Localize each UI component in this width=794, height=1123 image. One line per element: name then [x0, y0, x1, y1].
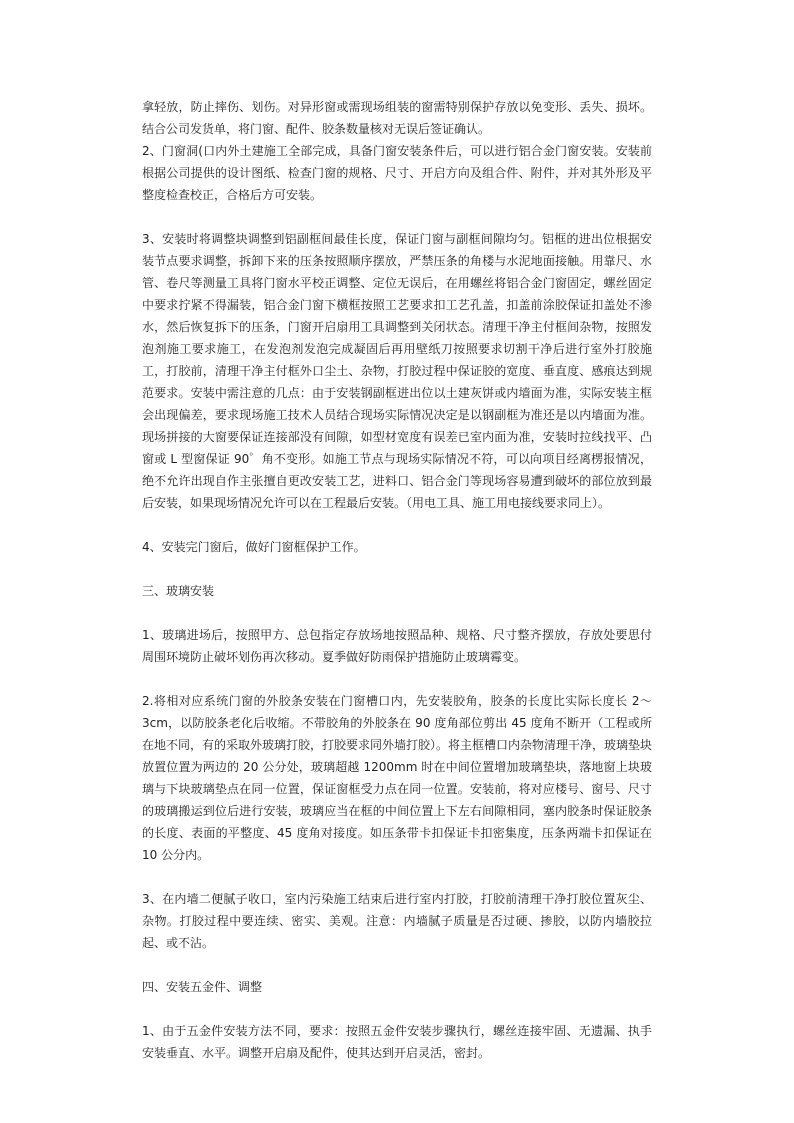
- paragraph-glass-storage: 1、玻璃进场后，按照甲方、总包指定存放场地按照品种、规格、尺寸整齐摆放，存放处要思付周围环境防止破坏划伤再次移动。夏季做好防雨保护措施防止玻璃霉变。: [142, 628, 652, 664]
- paragraph-handling: 拿轻放，防止摔伤、划伤。对异形窗或需现场组装的窗需特别保护存放以免变形、丢失、损坏。结合公司发货单，将门窗、配件、胶条数量核对无误后签证确认。: [142, 100, 652, 136]
- paragraph-opening-check: 2、门窗洞(口内外土建施工全部完成，具备门窗安装条件后，可以进行铝合金门窗安装。安装前根据公司提供的设计图纸、检查门窗的规格、尺寸、开启方向及组合件、附件，并对其外形及平整度检查校正，合格后方可安装。: [142, 144, 652, 202]
- section-heading-glass: 三、玻璃安装: [142, 584, 215, 598]
- paragraph-interior-sealing: 3、在内墙二便腻子收口，室内污染施工结束后进行室内打胶，打胶前清理干净打胶位置灰尘、杂物。打胶过程中要连续、密实、美观。注意：内墙腻子质量是否过硬、掺胶，以防内墙胶拉起、或不沾。: [142, 892, 652, 950]
- paragraph-frame-installation: 3、安装时将调整块调整到铝副框间最佳长度，保证门窗与副框间隙均匀。铝框的进出位根据安装节点要求调整，拆卸下来的压条按照顺序摆放，严禁压条的角楼与水泥地面接触。用靠尺、水管、卷尺等测量工具将门窗水平校正调整、定位无误后，在用螺丝将铝合金门窗固定，螺丝固定中要求拧紧不得漏装，铝合金门窗下横框按照工艺要求扣工艺孔盖，扣盖前涂胶保证扣盖处不渗水，然后恢复拆下的压条，门窗开启扇用工具调整到关闭状态。清理干净主付框间杂物，按照发泡剂施工要求施工，在发泡剂发泡完成凝固后再用壁纸刀按照要求切割干净后进行室外打胶施工，打胶前，清理干净主付框外口尘土、杂物，打胶过程中保证胶的宽度、垂直度、感痕达到规范要求。安装中需注意的几点：由于安装钢副框进出位以土建灰饼或内墙面为准，实际安装主框会出现偏差，要求现场施工技术人员结合现场实际情况决定是以钢副框为准还是以内墙面为准。现场拼接的大窗要保证连接部没有间隙，如型材宽度有误差已室内面为准，安装时拉线找平、凸窗或 L 型窗保证 90゜角不变形。如施工节点与现场实际情况不符，可以向项目经离楞报情况，绝不允许出现自作主张擅自更改安装工艺，进料口、铝合金门等现场容易遭到破坏的部位放到最后安装，如果现场情况允许可以在工程最后安装。（用电工具、施工用电接线要求同上）。: [142, 232, 652, 510]
- spacer: [142, 866, 652, 888]
- spacer: [142, 206, 652, 228]
- section-heading-hardware: 四、安装五金件、调整: [142, 980, 263, 994]
- document-body: [142, 96, 652, 1064]
- spacer: [142, 558, 652, 580]
- spacer: [142, 668, 652, 690]
- spacer: [142, 954, 652, 976]
- paragraph-frame-protection: 4、安装完门窗后，做好门窗框保护工作。: [142, 540, 366, 554]
- paragraph-glass-installation: 2.将相对应系统门窗的外胶条安装在门窗槽口内，先安装胶角，胶条的长度比实际长度长 2～3cm，以防胶条老化后收缩。不带胶角的外胶条在 90 度角部位剪出 45 度角不断开（工程或所在地不同，有的采取外玻璃打胶，打胶要求同外墙打胶）。将主框槽口内杂物清理干净，玻璃垫块放置位置为两边的 20 公分处，玻璃超越 1200mm 时在中间位置增加玻璃垫块，落地窗上块玻璃与下块玻璃垫点在同一位置，保证窗框受力点在同一位置。安装前，将对应楼号、窗号、尺寸的玻璃搬运到位后进行安装，玻璃应当在框的中间位置上下左右间隙相同，塞内胶条时保证胶条的长度、表面的平整度、45 度角对接度。如压条带卡扣保证卡扣密集度，压条两端卡扣保证在 10 公分内。: [142, 694, 653, 862]
- paragraph-hardware-installation: 1、由于五金件安装方法不同，要求：按照五金件安装步骤执行，螺丝连接牢固、无遗漏、执手安装垂直、水平。调整开启扇及配件，使其达到开启灵活，密封。: [142, 1024, 652, 1060]
- spacer: [142, 602, 652, 624]
- spacer: [142, 514, 652, 536]
- spacer: [142, 998, 652, 1020]
